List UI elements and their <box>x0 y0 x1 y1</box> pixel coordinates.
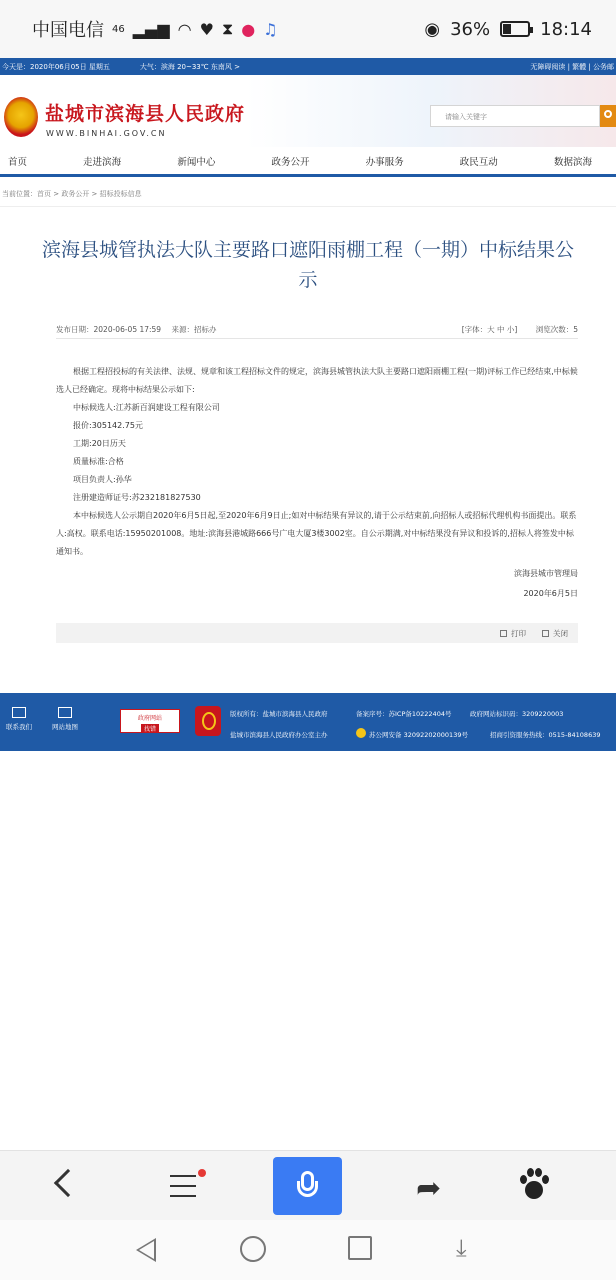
bid-line: 项目负责人:孙华 <box>73 475 132 484</box>
site-title[interactable]: 盐城市滨海县人民政府 <box>45 103 246 125</box>
notification-dot <box>198 1169 206 1177</box>
browser-menu-button[interactable] <box>158 1163 208 1209</box>
search-input[interactable]: 请输入关键字 <box>430 105 600 127</box>
site-footer <box>0 693 616 751</box>
voice-search-button[interactable] <box>273 1157 342 1215</box>
contact-us-link[interactable]: 联系我们 <box>6 707 32 731</box>
nav-item-gov-affairs[interactable]: 政务公开 <box>271 156 310 168</box>
print-button[interactable]: 打印 <box>500 628 526 639</box>
status-bar <box>0 0 616 58</box>
article-body <box>56 363 578 603</box>
music-note-icon: ♫ <box>263 19 278 39</box>
publish-date: 发布日期：2020-06-05 17:59 <box>56 325 162 334</box>
close-button[interactable]: 关闭 <box>542 628 568 639</box>
top-info-strip <box>0 58 616 75</box>
main-nav <box>0 147 616 177</box>
nav-item-about[interactable]: 走进滨海 <box>83 156 122 168</box>
police-record[interactable]: 苏公网安备 32092202000139号 <box>369 731 468 739</box>
bid-line: 质量标准:合格 <box>73 457 124 466</box>
site-code: 政府网站标识码：3209220003 <box>470 710 564 718</box>
share-button[interactable] <box>406 1163 456 1209</box>
signal-bars-icon: ▂▄▆ <box>132 19 170 39</box>
carrier-name: 中国电信 <box>32 20 104 41</box>
nav-item-news[interactable]: 新闻中心 <box>177 156 216 168</box>
investment-hotline: 招商引资服务热线：0515-84108639 <box>490 731 601 739</box>
article-meta <box>56 321 578 339</box>
nav-item-data[interactable]: 数据滨海 <box>553 156 592 168</box>
battery-icon <box>500 21 530 37</box>
baidu-home-button[interactable] <box>508 1163 558 1209</box>
top-links[interactable]: 无障碍阅读 | 繁體 | 公务邮 <box>530 62 614 71</box>
site-domain: WWW.BINHAI.GOV.CN <box>46 129 167 138</box>
font-size-control[interactable]: [字体：大 中 小] <box>461 325 518 334</box>
browser-toolbar <box>0 1150 616 1220</box>
nav-item-home[interactable]: 首页 <box>8 156 28 168</box>
menu-icon <box>170 1175 196 1205</box>
view-count: 浏览次数：5 <box>535 325 578 334</box>
signer: 滨海县城市管理局 <box>514 569 578 578</box>
eye-icon: ◉ <box>424 18 441 40</box>
article-toolbar <box>56 623 578 643</box>
national-emblem-icon <box>4 97 38 137</box>
site-banner <box>0 75 616 147</box>
host-org: 盐城市滨海县人民政府办公室主办 <box>230 731 328 739</box>
share-icon: ➦ <box>416 1171 442 1206</box>
police-badge-icon <box>356 728 366 738</box>
bid-line: 报价:305142.75元 <box>73 421 143 430</box>
bid-line: 中标候选人:江苏新百润建设工程有限公司 <box>73 403 220 412</box>
copyright-owner: 版权所有：盐城市滨海县人民政府 <box>230 710 328 718</box>
article-title: 滨海县城管执法大队主要路口遮阳雨棚工程（一期）中标结果公示 <box>41 239 574 291</box>
sitemap-link[interactable]: 网站地图 <box>52 707 78 731</box>
bid-line: 注册建造师证号:苏232181827530 <box>73 493 201 502</box>
download-icon[interactable]: ⤓ <box>456 1234 467 1262</box>
monitor-icon <box>12 707 26 718</box>
nav-item-interaction[interactable]: 政民互动 <box>459 156 498 168</box>
breadcrumb[interactable]: 当前位置：首页 > 政务公开 > 招标投标信息 <box>0 177 616 207</box>
wifi-icon: ◠ <box>177 19 192 39</box>
notice-paragraph: 本中标候选人公示期自2020年6月5日起,至2020年6月9日止;如对中标结果有异议的,请于公示结束前,向招标人或招标代理机构书面提出。联系人:高权。联系电话:15950201008。地址:滨海县港城路666号广电大厦3楼3002室。自公示期满,对中标结果没有异议和投诉的,招标人将签发中标通知书。 <box>56 511 577 556</box>
heart-icon: ♥ <box>199 19 214 39</box>
icp-record[interactable]: 备案序号：苏ICP备10222404号 <box>356 710 452 718</box>
back-arrow-icon <box>54 1169 82 1197</box>
clock: 18:14 <box>540 18 592 40</box>
close-icon <box>542 630 549 637</box>
music-app-icon: ● <box>241 19 256 39</box>
signal-icon: 46 <box>112 23 125 35</box>
system-home-icon[interactable] <box>240 1236 266 1262</box>
party-emblem-icon[interactable] <box>195 706 221 736</box>
printer-icon <box>500 630 507 637</box>
system-back-icon[interactable] <box>136 1238 156 1262</box>
gov-site-error-report-badge[interactable]: 政府网站 找错 <box>120 709 180 733</box>
search-button[interactable] <box>600 105 616 127</box>
today-date: 今天是：2020年06月05日 星期五 <box>2 62 110 71</box>
sign-date: 2020年6月5日 <box>523 589 578 598</box>
system-recents-icon[interactable] <box>348 1236 372 1260</box>
battery-percent: 36% <box>450 18 491 40</box>
edit-icon <box>58 707 72 718</box>
intro-paragraph: 根据工程招投标的有关法律、法规、规章和该工程招标文件的规定，滨海县城管执法大队主要路口遮阳雨棚工程(一期)评标工作已经结束,中标候选人已经确定。现将中标结果公示如下: <box>56 367 578 394</box>
system-nav-bar <box>0 1220 616 1280</box>
nav-item-services[interactable]: 办事服务 <box>365 156 404 168</box>
article-source: 来源：招标办 <box>171 325 217 334</box>
bid-line: 工期:20日历天 <box>73 439 126 448</box>
search-icon <box>604 110 612 118</box>
weather-info[interactable]: 大气：滨海 20~33℃ 东南风 > <box>139 62 240 71</box>
baidu-paw-icon <box>516 1167 550 1201</box>
browser-back-button[interactable] <box>44 1163 94 1209</box>
hourglass-icon: ⧗ <box>221 19 234 38</box>
